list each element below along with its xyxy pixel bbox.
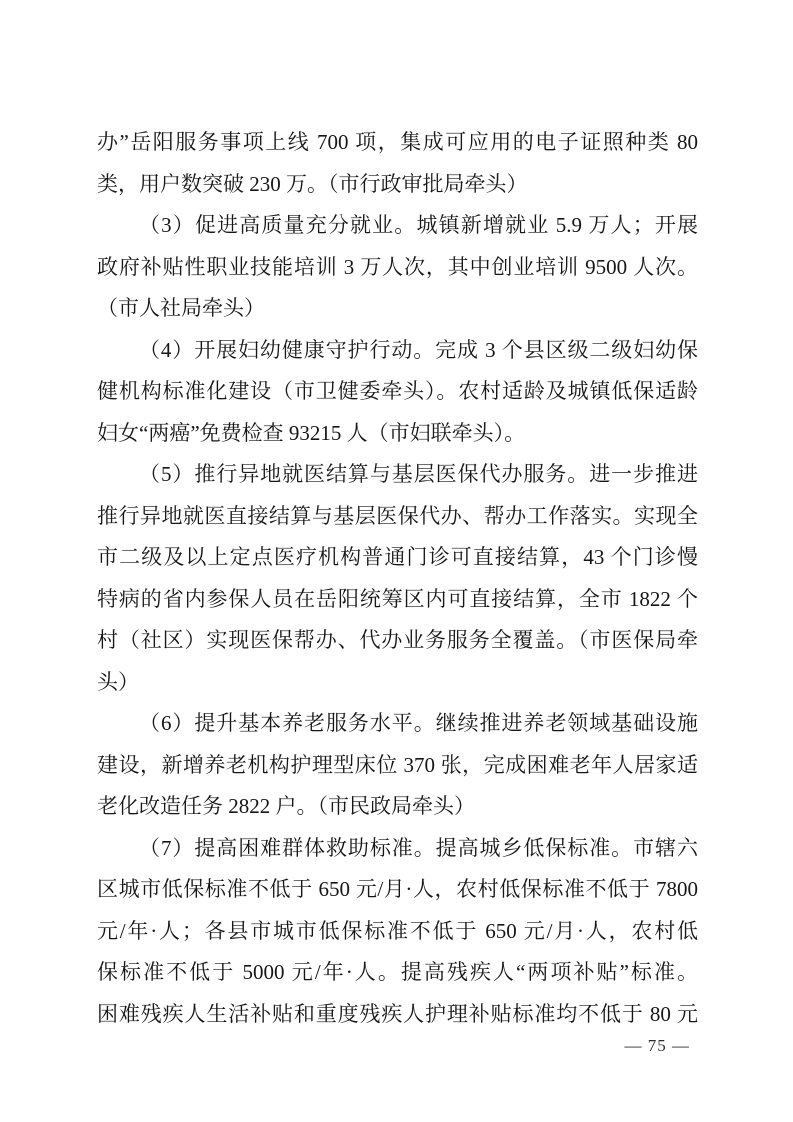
text-line: 妇女“两癌”免费检查 93215 人（市妇联牵头）。 xyxy=(97,420,526,445)
text-line: （3）促进高质量充分就业。城镇新增就业 5.9 万人；开展 xyxy=(139,213,698,237)
text-line: （4）开展妇幼健康守护行动。完成 3 个县区级二级妇幼保 xyxy=(139,337,698,362)
text-line: （市人社局牵头） xyxy=(97,296,265,320)
text-line: （6）提升基本养老服务水平。继续推进养老领域基础设施 xyxy=(139,711,698,735)
text-line: 困难残疾人生活补贴和重度残疾人护理补贴标准均不低于 80 元 xyxy=(97,1001,698,1026)
text-line: 老化改造任务 2822 户。（市民政局牵头） xyxy=(97,794,475,818)
text-line: 健机构标准化建设（市卫健委牵头）。农村适龄及城镇低保适龄 xyxy=(97,379,698,403)
document-body xyxy=(97,122,698,1035)
text-line: 建设，新增养老机构护理型床位 370 张，完成困难老年人居家适 xyxy=(97,752,698,777)
text-line: 区城市低保标准不低于 650 元/月·人，农村低保标准不低于 7800 xyxy=(97,877,698,901)
page-number: — 75 — xyxy=(624,1036,690,1055)
text-line: 政府补贴性职业技能培训 3 万人次，其中创业培训 9500 人次。 xyxy=(97,254,698,279)
paragraph-item-4 xyxy=(97,330,698,455)
text-line: 办”岳阳服务事项上线 700 项，集成可应用的电子证照种类 80 xyxy=(97,130,698,154)
paragraph-item-3 xyxy=(97,205,698,330)
paragraph-item-6 xyxy=(97,703,698,828)
paragraph-item-5 xyxy=(97,454,698,703)
text-line: 特病的省内参保人员在岳阳统筹区内可直接结算，全市 1822 个 xyxy=(97,586,698,611)
text-line: 保标准不低于 5000 元/年·人。提高残疾人“两项补贴”标准。 xyxy=(97,960,698,984)
paragraph-continued xyxy=(97,122,698,205)
text-line: 市二级及以上定点医疗机构普通门诊可直接结算，43 个门诊慢 xyxy=(97,545,698,569)
text-line: 推行异地就医直接结算与基层医保代办、帮办工作落实。实现全 xyxy=(97,503,698,528)
text-line: 村（社区）实现医保帮办、代办业务服务全覆盖。（市医保局牵 xyxy=(97,628,698,652)
text-line: （7）提高困难群体救助标准。提高城乡低保标准。市辖六 xyxy=(139,835,698,860)
text-line: 头） xyxy=(97,669,139,694)
text-line: （5）推行异地就医结算与基层医保代办服务。进一步推进 xyxy=(139,462,698,486)
text-line: 类，用户数突破 230 万。（市行政审批局牵头） xyxy=(97,171,528,196)
paragraph-item-7 xyxy=(97,828,698,1036)
text-line: 元/年·人；各县市城市低保标准不低于 650 元/月·人，农村低 xyxy=(97,918,698,943)
